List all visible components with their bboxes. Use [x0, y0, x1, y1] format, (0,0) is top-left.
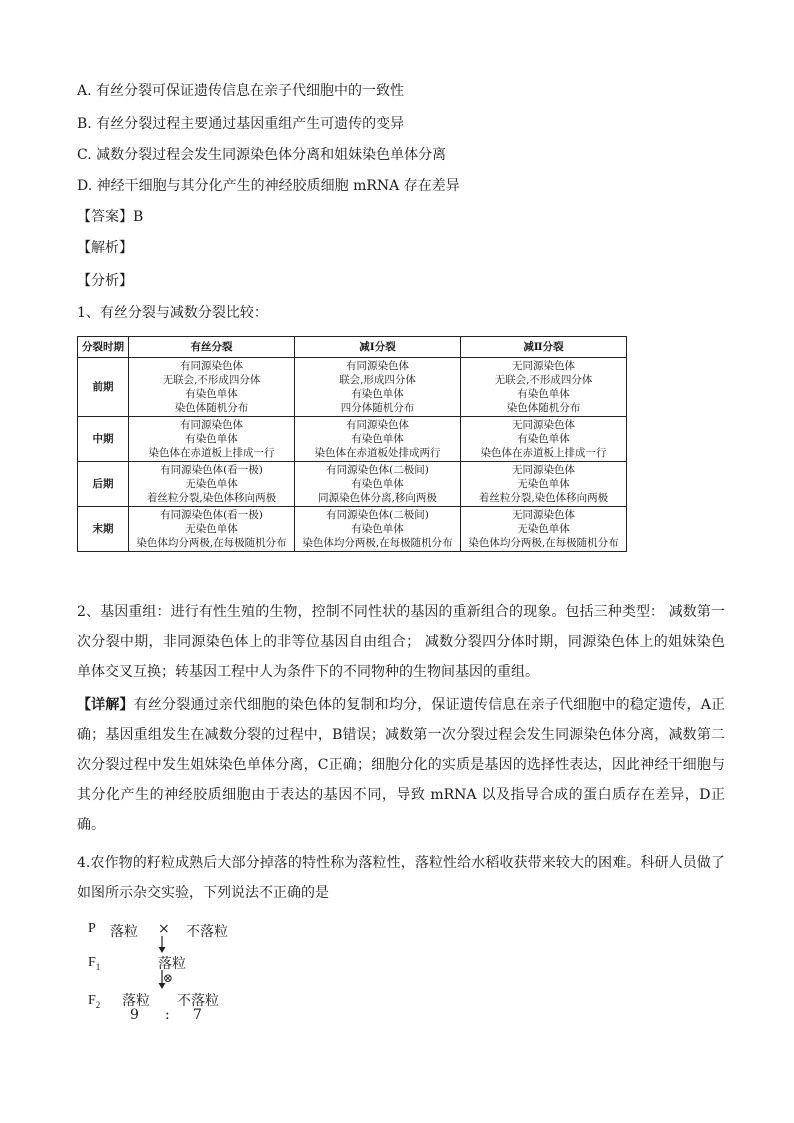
- down-arrow-icon: [157, 936, 167, 954]
- table-cell: [295, 358, 461, 417]
- ratio-separator: :: [165, 1007, 170, 1023]
- cell-line: 同源染色体分离,移向两极: [318, 492, 437, 504]
- cell-line: 有染色单体: [351, 388, 404, 400]
- ratio-right: 7: [193, 1007, 202, 1023]
- table-cell: [295, 507, 461, 552]
- cell-line: 无联会,不形成四分体: [494, 374, 593, 386]
- option-a: A. 有丝分裂可保证遗传信息在亲子代细胞中的一致性: [77, 83, 405, 99]
- analysis-label: 【解析】: [77, 240, 133, 256]
- cell-line: 染色体均分两极,在每极随机分布: [468, 537, 619, 549]
- cell-line: 无同源染色体: [512, 419, 575, 431]
- p-generation-label: P: [88, 921, 96, 936]
- cell-line: 无染色单体: [185, 523, 238, 535]
- cell-line: 无染色单体: [517, 478, 570, 490]
- cell-line: 染色体均分两极,在每极随机分布: [302, 537, 453, 549]
- cell-line: 无同源染色体: [512, 360, 575, 372]
- cell-line: 无染色单体: [517, 523, 570, 535]
- table-row: [78, 417, 627, 462]
- cross-symbol: ×: [158, 921, 170, 937]
- option-d: D. 神经干细胞与其分化产生的神经胶质细胞 mRNA 存在差异: [77, 178, 460, 194]
- cell-line: 有同源染色体(二极间): [326, 509, 429, 521]
- cell-line: 无染色单体: [185, 478, 238, 490]
- stage-cell: 前期: [78, 358, 129, 417]
- table-header: 有丝分裂: [129, 337, 295, 358]
- f2-right-phenotype: 不落粒: [177, 993, 219, 1009]
- f1-generation-label: $F_1$: [88, 955, 101, 972]
- cell-line: 有染色单体: [351, 433, 404, 445]
- table-cell: [295, 462, 461, 507]
- cell-line: 有同源染色体: [346, 360, 409, 372]
- cell-line: 染色体均分两极,在每极随机分布: [136, 537, 287, 549]
- ratio-left: 9: [130, 1007, 139, 1023]
- detail-text: 有丝分裂通过亲代细胞的染色体的复制和均分，保证遗传信息在亲子代细胞中的稳定遗传，A正确；基因重组发生在减数分裂的过程中，B错误；减数第一次分裂过程会发生同源染色体分离，减数第二次分裂过程中发生姐妹染色单体分离，C正确；细胞分化的实质是基因的选择性表达，因此神经干细胞与其分化产生的神经胶质细胞由于表达的基因不同，导致 mRNA 以及指导合成的蛋白质存在差异，D正确。: [77, 697, 726, 833]
- cell-line: 染色体在赤道板上排成一行: [480, 447, 607, 459]
- stage-cell: 中期: [78, 417, 129, 462]
- detail-label: 【详解】: [77, 697, 134, 713]
- table-cell: [461, 417, 627, 462]
- cell-line: 有同源染色体: [180, 419, 243, 431]
- cell-line: 有同源染色体(二极间): [326, 464, 429, 476]
- table-cell: [129, 507, 295, 552]
- f2-left-phenotype: 落粒: [122, 993, 150, 1009]
- fenxi-label: 【分析】: [77, 273, 133, 289]
- cell-line: 有同源染色体(看一极): [160, 509, 263, 521]
- cell-line: 有同源染色体(看一极): [160, 464, 263, 476]
- cell-line: 有染色单体: [351, 478, 404, 490]
- f1-phenotype: 落粒: [158, 956, 186, 972]
- table-cell: [461, 358, 627, 417]
- answer-line: 【答案】B: [77, 209, 144, 225]
- table-cell: [129, 358, 295, 417]
- cell-line: 有染色单体: [517, 388, 570, 400]
- table-cell: [129, 417, 295, 462]
- point-2: 2、基因重组：进行有性生殖的生物，控制不同性状的基因的重新组合的现象。包括三种类型： 减数第一次分裂中期，非同源染色体上的非等位基因自由组合； 减数分裂四分体时期，同源染色体上的姐妹染色单体交叉互换；转基因工程中人为条件下的不同物种的生物间基因的重组。: [77, 604, 725, 680]
- question-4: 4.农作物的籽粒成熟后大部分掉落的特性称为落粒性，落粒性给水稻收获带来较大的困难。科研人员做了如图所示杂交实验，下列说法不正确的是: [77, 855, 725, 901]
- table-header: 减Ⅰ分裂: [295, 337, 461, 358]
- cell-line: 无联会,不形成四分体: [162, 374, 261, 386]
- table-cell: [295, 417, 461, 462]
- table-header: 减Ⅱ分裂: [461, 337, 627, 358]
- detail-paragraph: [77, 690, 725, 840]
- option-c: C. 减数分裂过程会发生同源染色体分离和姐妹染色单体分离: [77, 147, 447, 163]
- cell-line: 四分体随机分布: [340, 402, 415, 414]
- cell-line: 有染色单体: [351, 523, 404, 535]
- cell-line: 无同源染色体: [512, 464, 575, 476]
- point-1: 1、有丝分裂与减数分裂比较：: [77, 305, 268, 321]
- table-header: 分裂时期: [78, 337, 129, 358]
- option-b: B. 有丝分裂过程主要通过基因重组产生可遗传的变异: [77, 116, 405, 132]
- cell-line: 染色体在赤道板处排成两行: [314, 447, 441, 459]
- table-cell: [129, 462, 295, 507]
- table-row: [78, 462, 627, 507]
- selfing-icon: ⊗: [163, 971, 174, 985]
- table-header-row: [78, 337, 627, 358]
- cell-line: 着丝粒分裂,染色体移向两极: [146, 492, 277, 504]
- cell-line: 无同源染色体: [512, 509, 575, 521]
- cell-line: 染色体随机分布: [506, 402, 581, 414]
- cell-line: 有染色单体: [185, 433, 238, 445]
- cell-line: 有同源染色体: [180, 360, 243, 372]
- mitosis-meiosis-table: [77, 336, 627, 552]
- table-row: [78, 358, 627, 417]
- stage-cell: 后期: [78, 462, 129, 507]
- stage-cell: 末期: [78, 507, 129, 552]
- p-left-phenotype: 落粒: [110, 924, 138, 940]
- table-cell: [461, 462, 627, 507]
- cell-line: 有染色单体: [185, 388, 238, 400]
- table-cell: [461, 507, 627, 552]
- f2-generation-label: $F_2$: [88, 993, 101, 1010]
- cell-line: 联会,形成四分体: [339, 374, 416, 386]
- table-row: [78, 507, 627, 552]
- cell-line: 有同源染色体: [346, 419, 409, 431]
- p-right-phenotype: 不落粒: [186, 924, 228, 940]
- cell-line: 有染色单体: [517, 433, 570, 445]
- cell-line: 染色体随机分布: [174, 402, 249, 414]
- cell-line: 着丝粒分裂,染色体移向两极: [478, 492, 609, 504]
- cell-line: 染色体在赤道板上排成一行: [148, 447, 275, 459]
